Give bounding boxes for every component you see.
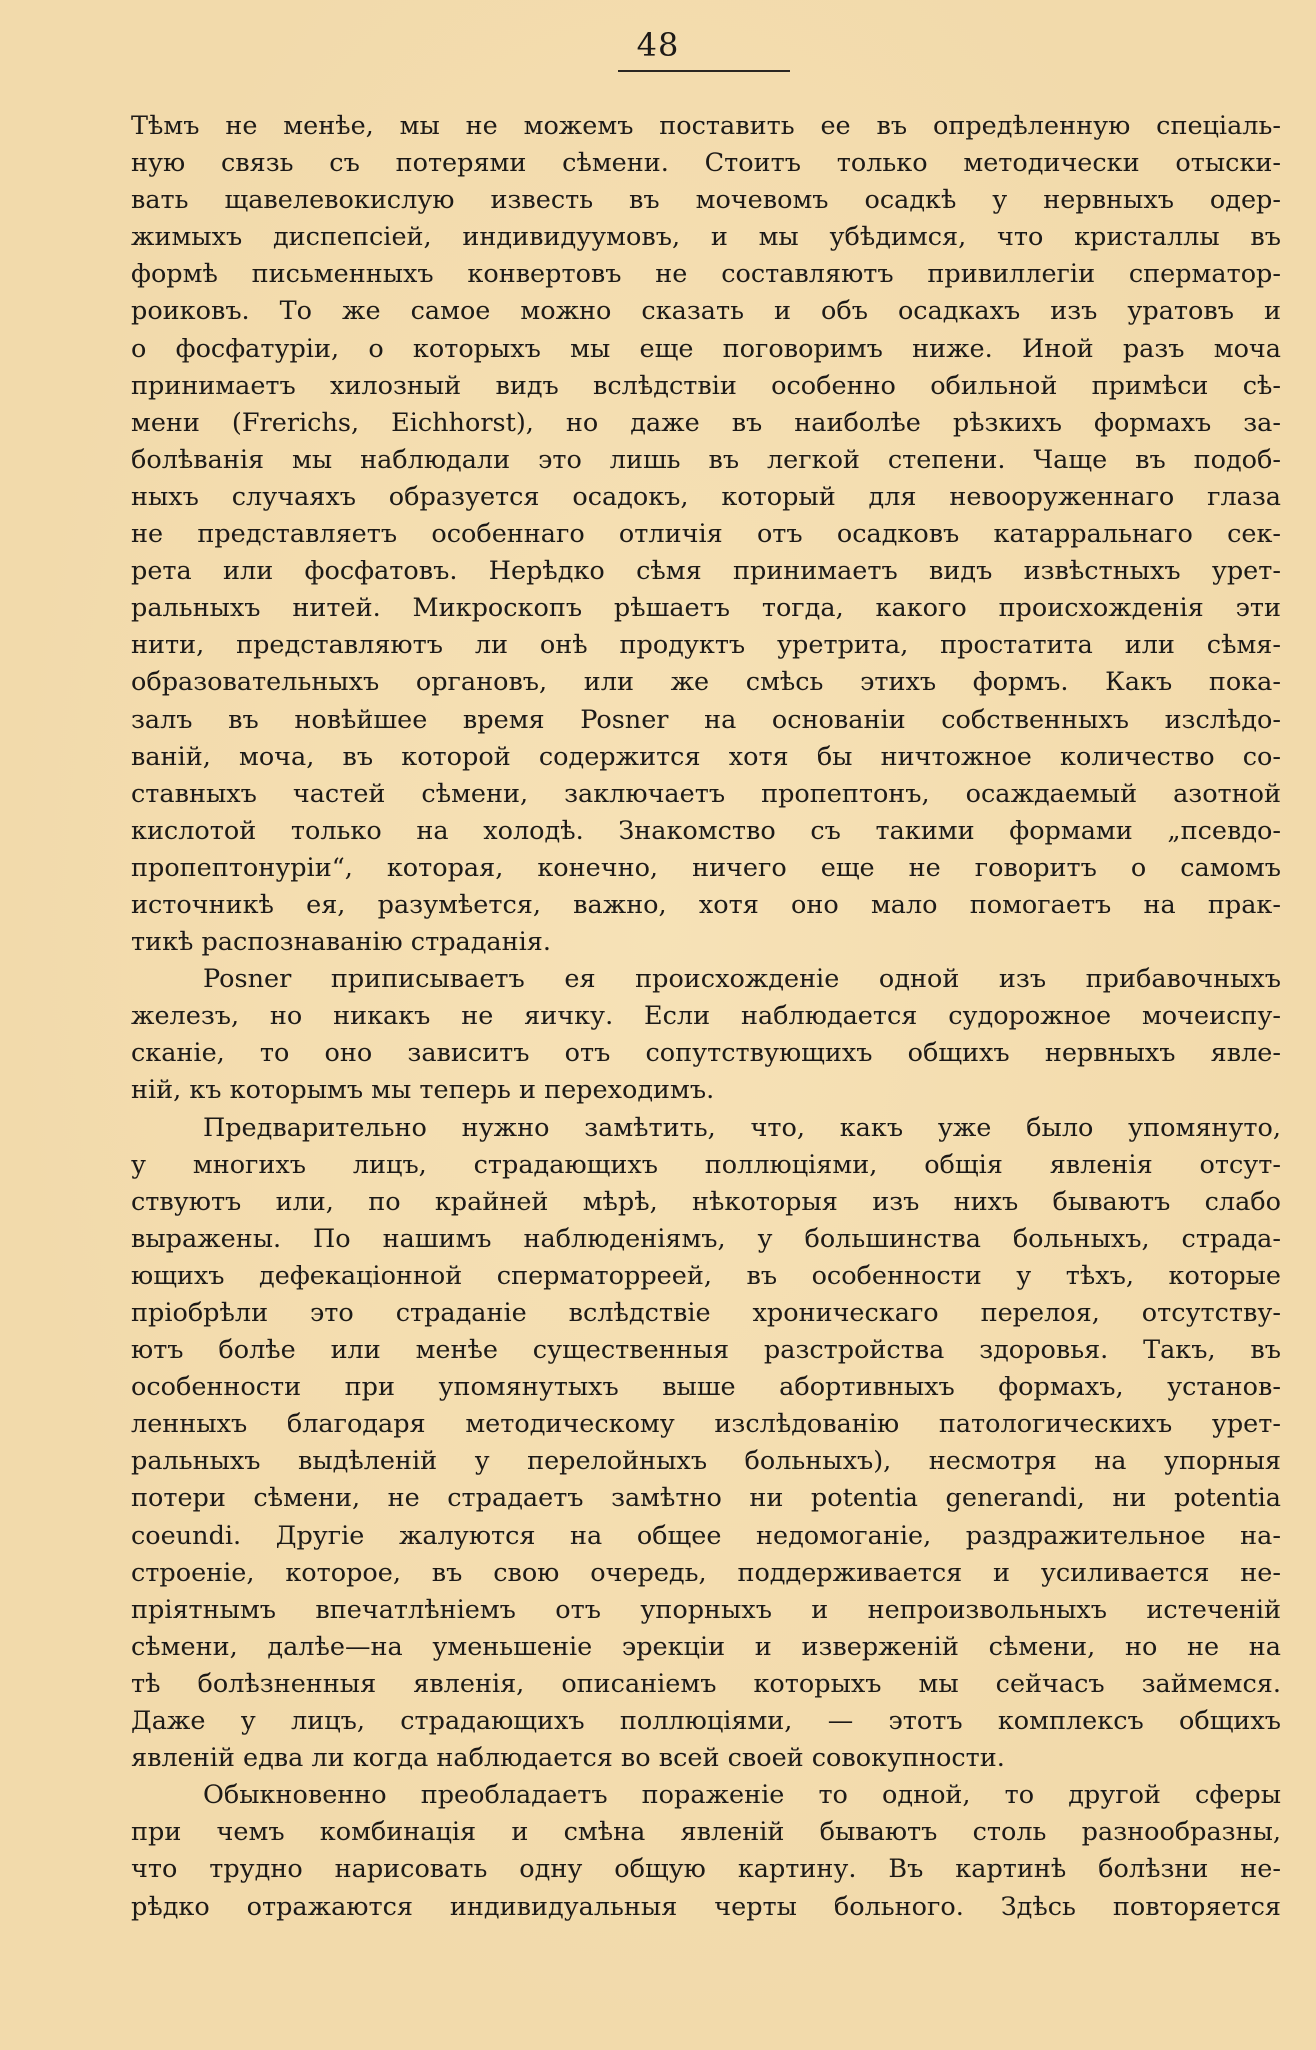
text-line: Предварительно нужно замѣтить, что, какъ уже было упомянуто, xyxy=(203,1112,1281,1143)
text-line: что трудно нарисовать одну общую картину. Въ картинѣ болѣзни не- xyxy=(131,1854,1281,1885)
text-line: железъ, но никакъ не яичку. Если наблюдается судорожное мочеиспу- xyxy=(131,1001,1281,1032)
text-line: сканіе, то оно зависитъ отъ сопутствующихъ общихъ нервныхъ явле- xyxy=(131,1038,1281,1069)
text-line: формѣ письменныхъ конвертовъ не составляютъ привиллегіи сперматор- xyxy=(131,259,1281,290)
text-line: Обыкновенно преобладаетъ пораженіе то одной, то другой сферы xyxy=(203,1780,1281,1811)
body-text xyxy=(131,108,1281,1926)
text-line: ленныхъ благодаря методическому изслѣдованію патологическихъ урет- xyxy=(131,1409,1281,1440)
text-line: жимыхъ диспепсіей, индивидуумовъ, и мы убѣдимся, что кристаллы въ xyxy=(131,222,1281,253)
text-line: ваній, моча, въ которой содержится хотя бы ничтожное количество со- xyxy=(131,741,1281,772)
text-line: ральныхъ нитей. Микроскопъ рѣшаетъ тогда, какого происхожденія эти xyxy=(131,593,1281,624)
text-line: пріятнымъ впечатлѣніемъ отъ упорныхъ и непроизвольныхъ истеченій xyxy=(131,1594,1281,1625)
text-line: сѣмени, далѣе—на уменьшеніе эрекціи и изверженій сѣмени, но не на xyxy=(131,1631,1281,1662)
text-line: рѣдко отражаются индивидуальныя черты больного. Здѣсь повторяется xyxy=(131,1891,1281,1922)
text-line: у многихъ лицъ, страдающихъ поллюціями, общія явленія отсут- xyxy=(131,1149,1281,1180)
text-line: потери сѣмени, не страдаетъ замѣтно ни potentia generandi, ни potentia xyxy=(131,1483,1281,1514)
text-line: ній, къ которымъ мы теперь и переходимъ. xyxy=(131,1075,715,1106)
text-line: мени (Frerichs, Eichhorst), но даже въ наиболѣе рѣзкихъ формахъ за- xyxy=(131,407,1281,438)
text-line: образовательныхъ органовъ, или же смѣсь этихъ формъ. Какъ пока- xyxy=(131,667,1281,698)
text-line: залъ въ новѣйшее время Posner на основаніи собственныхъ изслѣдо- xyxy=(131,704,1281,735)
text-line: не представляетъ особеннаго отличія отъ осадковъ катарральнаго сек- xyxy=(131,519,1281,550)
text-line: Даже у лицъ, страдающихъ поллюціями, — этотъ комплексъ общихъ xyxy=(131,1706,1281,1737)
text-line: ставныхъ частей сѣмени, заключаетъ пропептонъ, осаждаемый азотной xyxy=(131,778,1281,809)
text-line: роиковъ. То же самое можно сказать и объ осадкахъ изъ уратовъ и xyxy=(131,296,1281,327)
text-line: рета или фосфатовъ. Нерѣдко сѣмя принимаетъ видъ извѣстныхъ урет- xyxy=(131,556,1281,587)
header-rule xyxy=(618,70,790,72)
text-line: ющихъ дефекаціонной сперматорреей, въ особенности у тѣхъ, которые xyxy=(131,1260,1281,1291)
text-line: ральныхъ выдѣленій у перелойныхъ больныхъ), несмотря на упорныя xyxy=(131,1446,1281,1477)
text-line: строеніе, которое, въ свою очередь, поддерживается и усиливается не- xyxy=(131,1557,1281,1588)
text-line: пропептонуріи“, которая, конечно, ничего еще не говоритъ о самомъ xyxy=(131,852,1281,883)
page-number: 48 xyxy=(636,26,680,64)
text-line: тикѣ распознаванію страданія. xyxy=(131,927,551,958)
text-line: coeundi. Другіе жалуются на общее недомоганіе, раздражительное на- xyxy=(131,1520,1281,1551)
text-line: при чемъ комбинація и смѣна явленій бываютъ столь разнообразны, xyxy=(131,1817,1281,1848)
text-line: Posner приписываетъ ея происхожденіе одной изъ прибавочныхъ xyxy=(203,964,1281,995)
text-line: принимаетъ хилозный видъ вслѣдствіи особенно обильной примѣси сѣ- xyxy=(131,370,1281,401)
text-line: кислотой только на холодѣ. Знакомство съ такими формами „псевдо- xyxy=(131,815,1281,846)
text-line: источникѣ ея, разумѣется, важно, хотя оно мало помогаетъ на прак- xyxy=(131,889,1281,920)
text-line: вать щавелевокислую известь въ мочевомъ осадкѣ у нервныхъ одер- xyxy=(131,185,1281,216)
text-line: тѣ болѣзненныя явленія, описаніемъ которыхъ мы сейчасъ займемся. xyxy=(131,1668,1281,1699)
text-line: о фосфатуріи, о которыхъ мы еще поговоримъ ниже. Иной разъ моча xyxy=(131,333,1281,364)
text-line: выражены. По нашимъ наблюденіямъ, у большинства больныхъ, страда- xyxy=(131,1223,1281,1254)
text-line: Тѣмъ не менѣе, мы не можемъ поставить ее въ опредѣленную спеціаль- xyxy=(131,111,1281,141)
text-line: пріобрѣли это страданіе вслѣдствіе хроническаго перелоя, отсутству- xyxy=(131,1298,1281,1328)
text-line: болѣванія мы наблюдали это лишь въ легкой степени. Чаще въ подоб- xyxy=(131,444,1281,475)
text-line: особенности при упомянутыхъ выше абортивныхъ формахъ, установ- xyxy=(131,1372,1281,1403)
text-line: ютъ болѣе или менѣе существенныя разстройства здоровья. Такъ, въ xyxy=(131,1335,1281,1366)
text-line: явленій едва ли когда наблюдается во всей своей совокупности. xyxy=(131,1743,1005,1774)
text-line: ныхъ случаяхъ образуется осадокъ, который для невооруженнаго глаза xyxy=(131,481,1281,512)
text-line: ствуютъ или, по крайней мѣрѣ, нѣкоторыя изъ нихъ бываютъ слабо xyxy=(131,1186,1281,1217)
text-line: нити, представляютъ ли онѣ продуктъ уретрита, простатита или сѣмя- xyxy=(131,630,1281,661)
text-line: ную связь съ потерями сѣмени. Стоитъ только методически отыски- xyxy=(131,148,1281,179)
